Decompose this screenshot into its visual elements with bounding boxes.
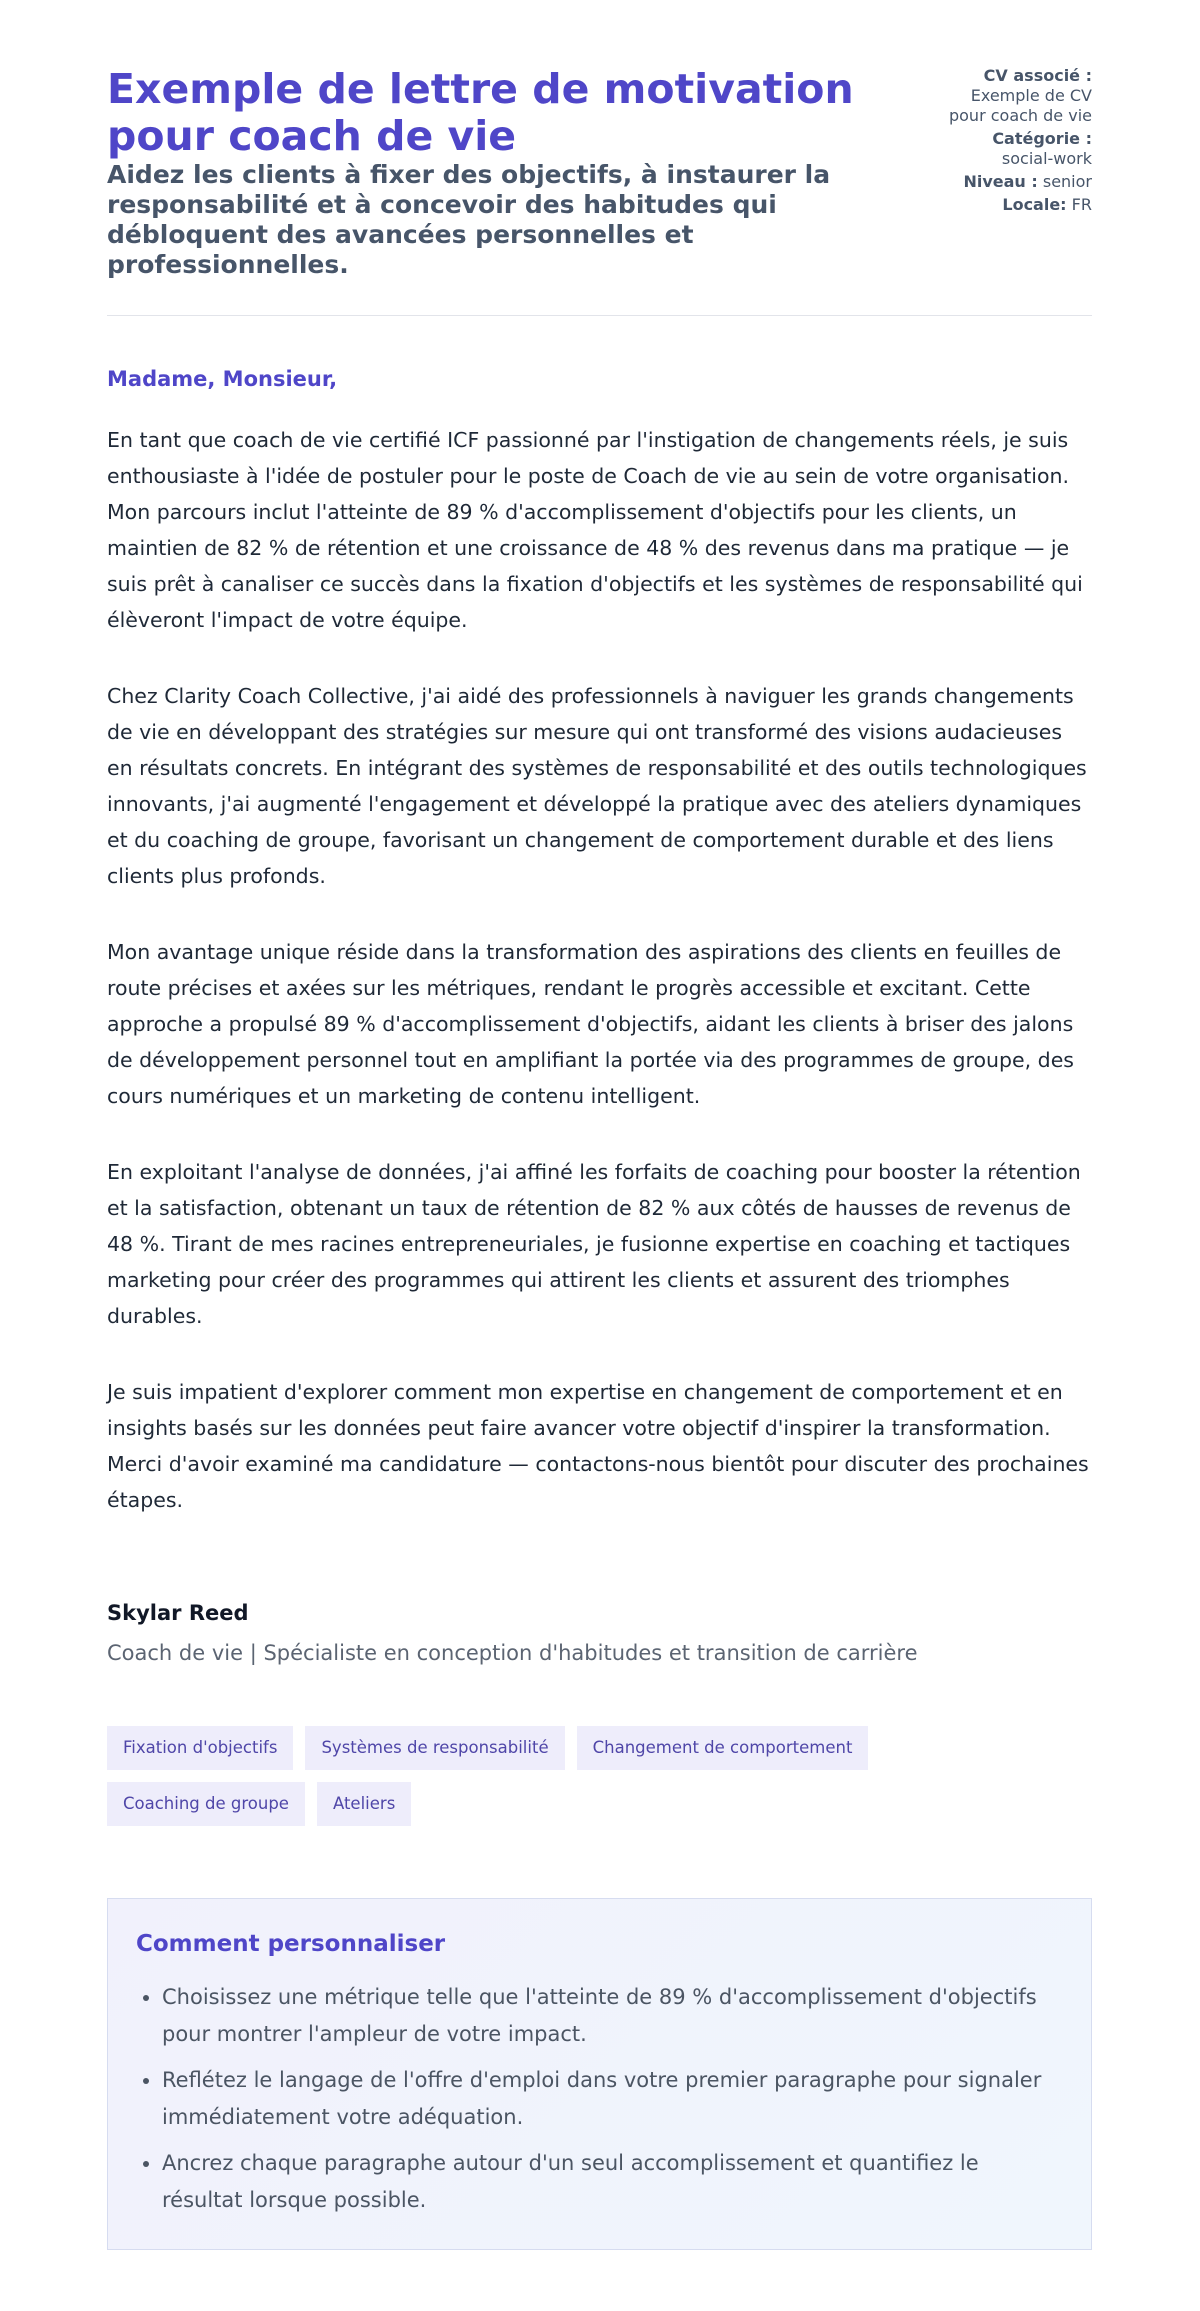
meta-cv-value: Exemple de CV pour coach de vie	[948, 86, 1092, 125]
page-subtitle: Aidez les clients à fixer des objectifs, à instaurer la responsabilité et à concevoir des habitudes qui débloquent des avancées personnelles et professionnelles.	[107, 160, 831, 279]
meta-category-value: social-work	[1001, 149, 1092, 168]
meta-category	[942, 129, 1092, 169]
meta-level	[942, 172, 1092, 192]
meta-level-label: Niveau :	[963, 172, 1038, 191]
meta-cv-label: CV associé :	[983, 66, 1092, 85]
skill-tag: Fixation d'objectifs	[107, 1726, 293, 1770]
signature-name: Skylar Reed	[107, 1601, 249, 1625]
meta-locale	[942, 195, 1092, 215]
skill-tags	[107, 1726, 987, 1826]
meta-cv	[942, 66, 1092, 126]
tip-item: • Reflétez le langage de l'offre d'emploi dans votre premier paragraphe pour signaler immédiatement votre adéquation.	[162, 2062, 1063, 2136]
letter-paragraph-2: Chez Clarity Coach Collective, j'ai aidé des professionnels à naviguer les grands changements de vie en développant des stratégies sur mesure qui ont transformé des visions audacieuses en résultats concrets. En intégrant des systèmes de responsabilité et des outils technologiques innovants, j'ai augmenté l'engagement et développé la pratique avec des ateliers dynamiques et du coaching de groupe, favorisant un changement de comportement durable et des liens clients plus profonds.	[107, 684, 1087, 888]
letter-body	[107, 366, 1092, 1518]
letter-greeting: Madame, Monsieur,	[107, 367, 338, 391]
letter-paragraph-1: En tant que coach de vie certifié ICF passionné par l'instigation de changements réels, je suis enthousiaste à l'idée de postuler pour le poste de Coach de vie au sein de votre organisation. Mon parcours inclut l'atteinte de 89 % d'accomplissement d'objectifs pour les clients, un maintien de 82 % de rétention et une croissance de 48 % des revenus dans ma pratique — je suis prêt à canaliser ce succès dans la fixation d'objectifs et les systèmes de responsabilité qui élèveront l'impact de votre équipe.	[107, 428, 1083, 632]
page-title: Exemple de lettre de motivation pour coach de vie	[107, 65, 854, 160]
customization-tips-box	[107, 1898, 1092, 2250]
signature-block	[107, 1600, 1092, 1668]
header-main	[107, 66, 867, 280]
signature-role: Coach de vie | Spécialiste en conception d'habitudes et transition de carrière	[107, 1641, 918, 1665]
letter-paragraph-3: Mon avantage unique réside dans la transformation des aspirations des clients en feuilles de route précises et axées sur les métriques, rendant le progrès accessible et excitant. Cette approche a propulsé 89 % d'accomplissement d'objectifs, aidant les clients à briser des jalons de développement personnel tout en amplifiant la portée via des programmes de groupe, des cours numériques et un marketing de contenu intelligent.	[107, 940, 1074, 1108]
letter-paragraph-5: Je suis impatient d'explorer comment mon expertise en changement de comportement et en insights basés sur les données peut faire avancer votre objectif d'inspirer la transformation. Merci d'avoir examiné ma candidature — contactons-nous bientôt pour discuter des prochaines étapes.	[107, 1380, 1089, 1512]
tip-item: • Ancrez chaque paragraphe autour d'un seul accomplissement et quantifiez le résultat lorsque possible.	[162, 2145, 1063, 2219]
meta-locale-value: FR	[1071, 195, 1092, 214]
page-header	[107, 66, 1092, 280]
metadata-panel	[942, 66, 1092, 218]
meta-locale-label: Locale:	[1002, 195, 1067, 214]
skill-tag: Changement de comportement	[577, 1726, 869, 1770]
tips-list	[136, 1979, 1063, 2219]
meta-category-label: Catégorie :	[992, 129, 1092, 148]
skill-tag: Coaching de groupe	[107, 1782, 305, 1826]
skill-tag: Ateliers	[317, 1782, 411, 1826]
tips-title: Comment personnaliser	[136, 1931, 446, 1957]
skill-tag: Systèmes de responsabilité	[305, 1726, 564, 1770]
meta-level-value: senior	[1042, 172, 1092, 191]
header-divider	[107, 315, 1092, 316]
letter-paragraph-4: En exploitant l'analyse de données, j'ai affiné les forfaits de coaching pour booster la rétention et la satisfaction, obtenant un taux de rétention de 82 % aux côtés de hausses de revenus de 48 %. Tirant de mes racines entrepreneuriales, je fusionne expertise en coaching et tactiques marketing pour créer des programmes qui attirent les clients et assurent des triomphes durables.	[107, 1160, 1081, 1328]
tip-item: • Choisissez une métrique telle que l'atteinte de 89 % d'accomplissement d'objectifs pour montrer l'ampleur de votre impact.	[162, 1979, 1063, 2053]
